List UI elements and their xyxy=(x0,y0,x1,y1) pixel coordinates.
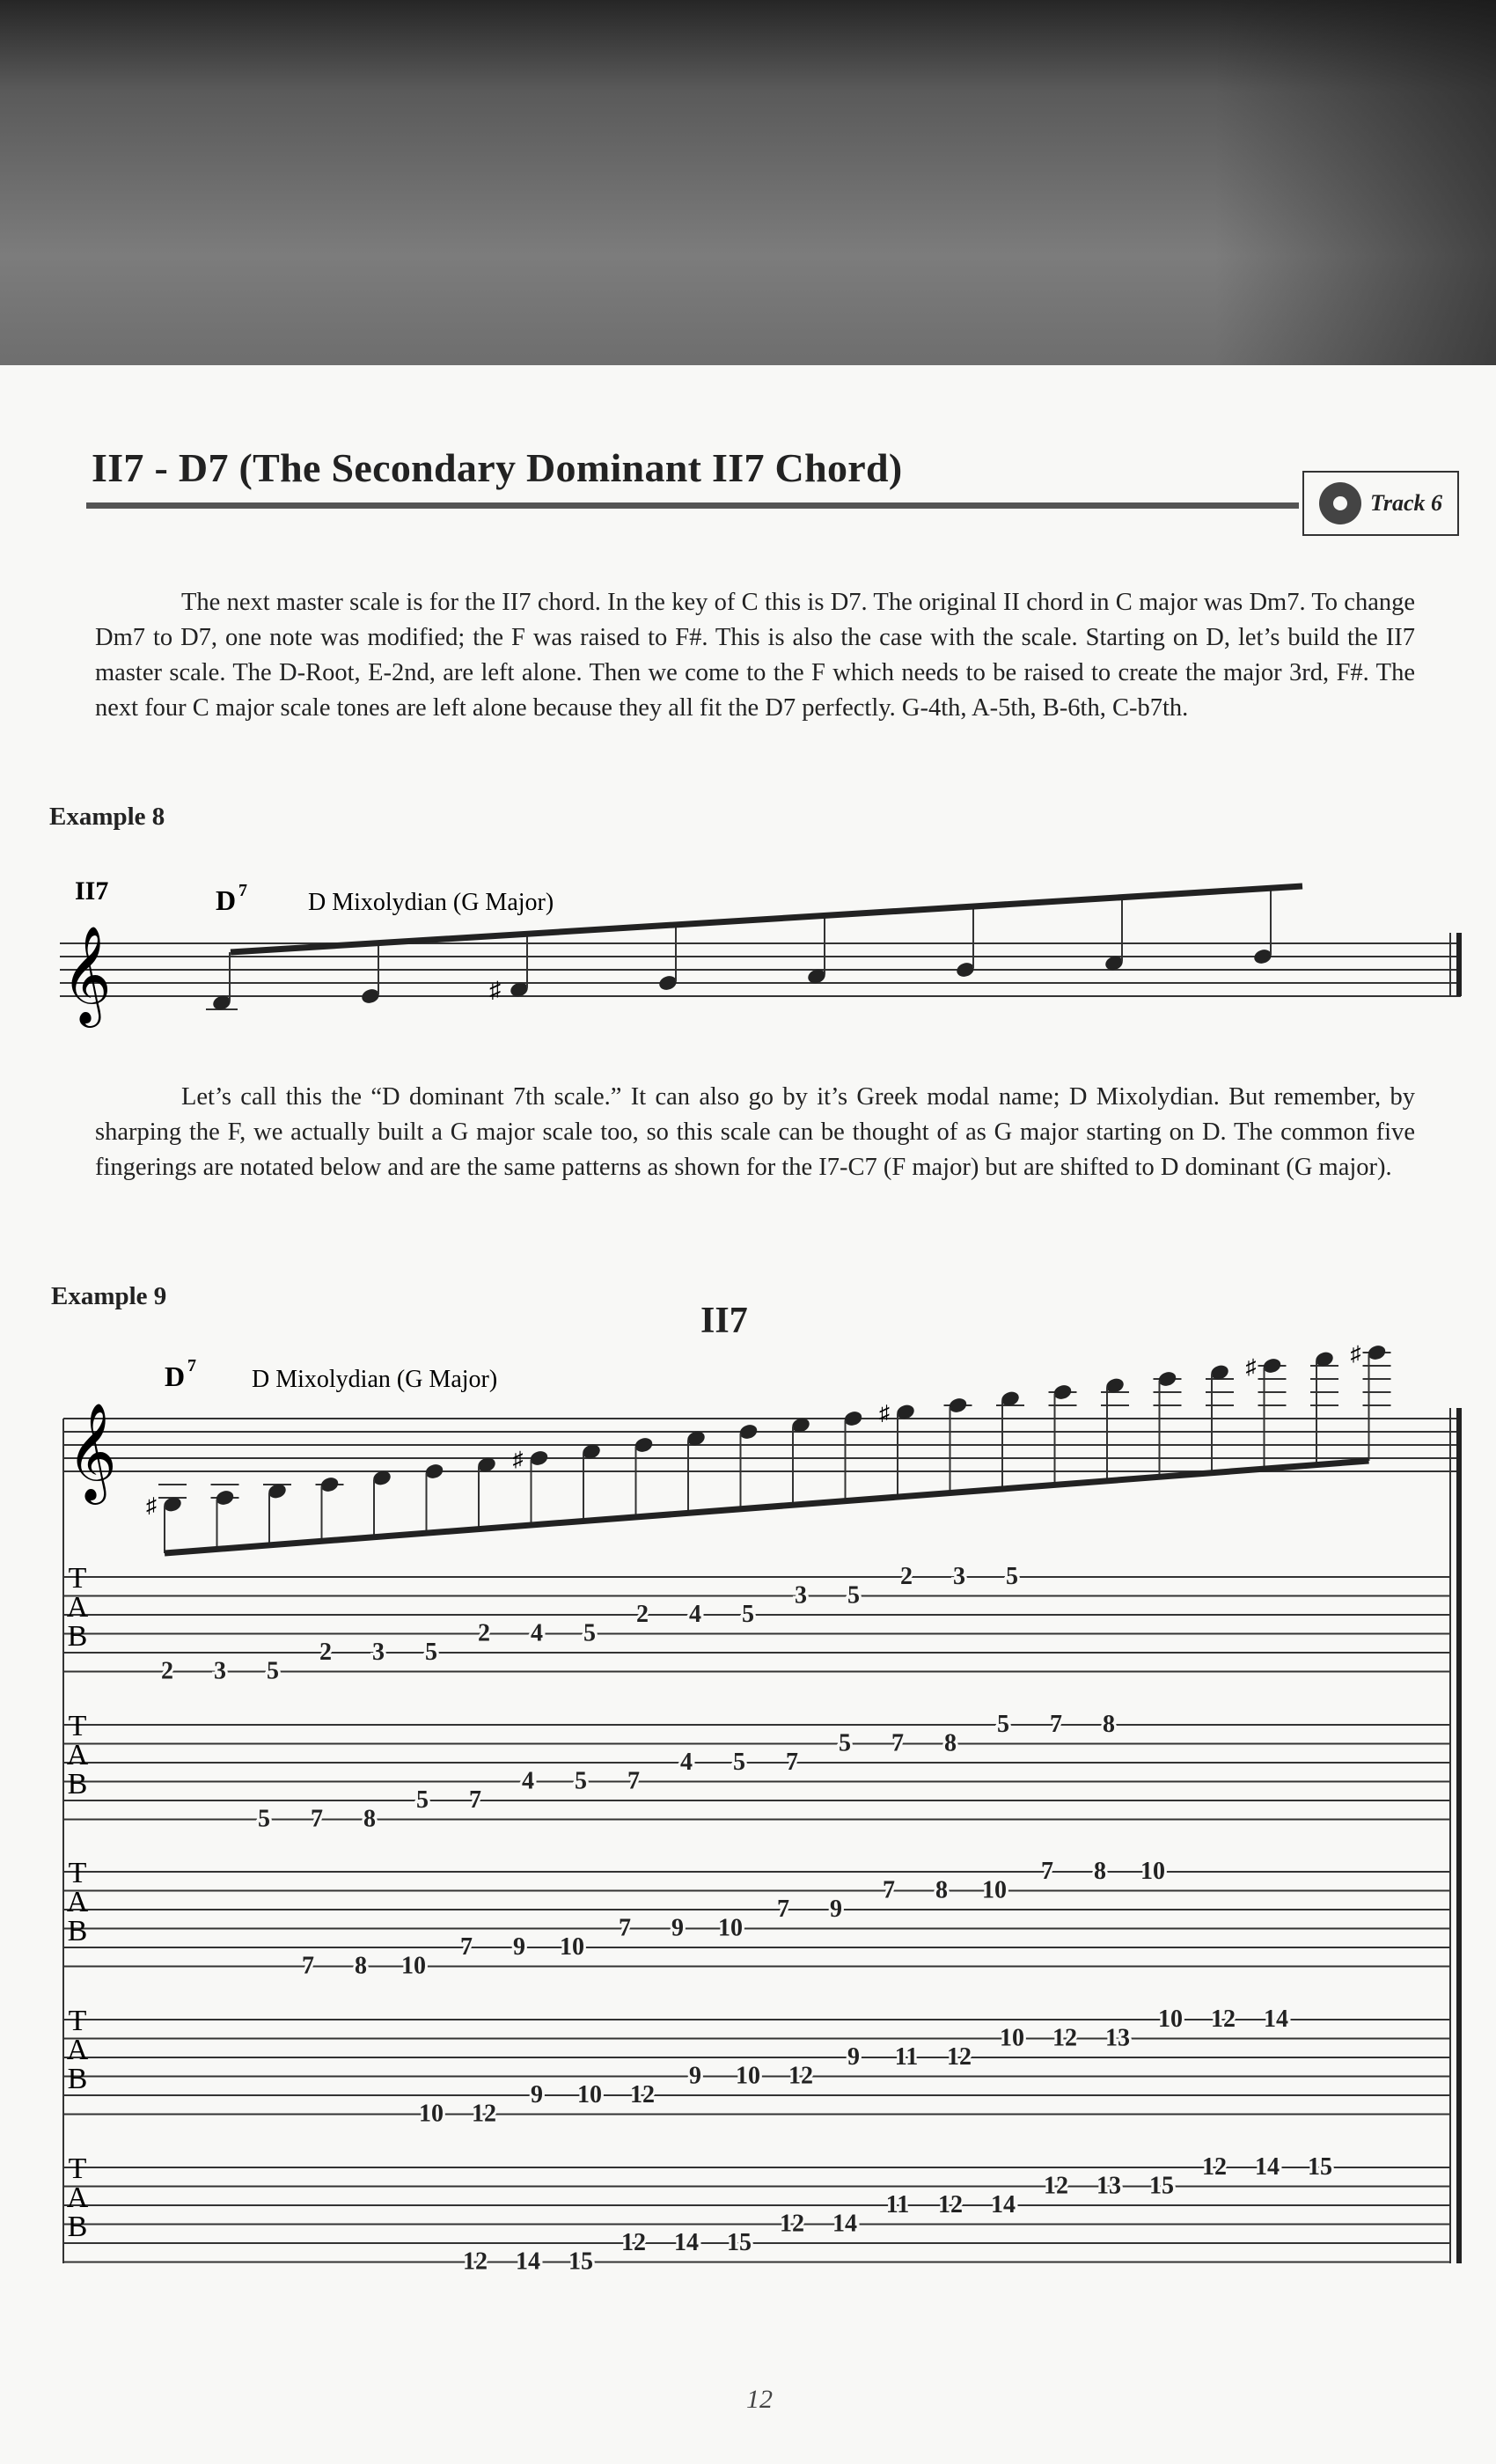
tab-fret-number: 14 xyxy=(1255,2153,1280,2181)
tab-fret-number: 7 xyxy=(1041,1858,1053,1885)
tab-letter: B xyxy=(67,1915,88,1947)
tab-fret-number: 8 xyxy=(363,1805,376,1833)
tab-fret-number: 7 xyxy=(619,1914,631,1942)
tab-fret-number: 9 xyxy=(513,1933,525,1961)
tab-fret-number: 10 xyxy=(401,1952,426,1980)
tab-fret-number: 9 xyxy=(531,2081,543,2108)
tab-fret-number: 5 xyxy=(575,1767,587,1795)
ex9-note xyxy=(1351,1343,1391,1461)
tab-fret-number: 10 xyxy=(982,1876,1007,1904)
tab-staff xyxy=(63,1857,1450,1980)
tab-fret-number: 2 xyxy=(478,1619,490,1647)
tab-fret-number: 8 xyxy=(935,1876,948,1904)
tab-fret-number: 8 xyxy=(1094,1858,1106,1885)
tab-letter: T xyxy=(68,1562,87,1595)
tab-fret-number: 12 xyxy=(947,2043,972,2071)
tab-fret-number: 14 xyxy=(832,2210,857,2238)
page-title: II7 - D7 (The Secondary Dominant II7 Chord) xyxy=(92,445,903,490)
tab-fret-number: 5 xyxy=(583,1619,596,1647)
tab-fret-number: 5 xyxy=(997,1711,1009,1738)
ex9-chord-sup: 7 xyxy=(187,1356,196,1375)
tab-fret-number: 8 xyxy=(355,1952,367,1980)
sharp-icon: ♯ xyxy=(489,977,501,1003)
tab-fret-number: 12 xyxy=(1211,2006,1236,2033)
tab-fret-number: 12 xyxy=(1044,2172,1068,2200)
tab-fret-number: 10 xyxy=(736,2062,760,2090)
tab-fret-number: 2 xyxy=(161,1657,173,1685)
tab-fret-number: 12 xyxy=(788,2062,813,2090)
ex9-note xyxy=(843,1410,864,1501)
ex8-note xyxy=(806,915,827,986)
tab-fret-number: 13 xyxy=(1105,2024,1130,2052)
example-9-label: Example 9 xyxy=(51,1282,167,1310)
ex9-note xyxy=(424,1463,445,1534)
sharp-icon: ♯ xyxy=(1350,1343,1361,1366)
example-9-system xyxy=(0,1338,1496,2288)
ex9-note xyxy=(513,1448,550,1525)
tab-letter: A xyxy=(66,2034,89,2066)
sharp-icon: ♯ xyxy=(879,1402,890,1426)
ex9-scale-name: D Mixolydian (G Major) xyxy=(252,1366,498,1393)
ex8-note xyxy=(1252,888,1273,965)
example-9-heading: II7 xyxy=(700,1301,748,1341)
ex9-note xyxy=(1246,1356,1287,1469)
tab-fret-number: 3 xyxy=(795,1581,807,1610)
ex8-chord-sup: 7 xyxy=(238,881,247,900)
paragraph-2 xyxy=(95,1080,1415,1185)
tab-fret-number: 8 xyxy=(1103,1711,1115,1738)
tab-fret-number: 5 xyxy=(1006,1563,1018,1590)
tab-fret-number: 5 xyxy=(839,1729,851,1757)
tab-fret-number: 5 xyxy=(425,1639,437,1666)
tab-staff xyxy=(63,1710,1450,1833)
tab-fret-number: 5 xyxy=(847,1581,860,1610)
sharp-icon: ♯ xyxy=(146,1494,157,1518)
ex9-note xyxy=(996,1390,1024,1489)
tab-letter: T xyxy=(68,2152,87,2185)
tab-fret-number: 9 xyxy=(847,2043,860,2071)
tab-fret-number: 5 xyxy=(258,1805,270,1833)
tab-fret-number: 3 xyxy=(214,1657,226,1685)
tab-fret-number: 7 xyxy=(311,1805,323,1833)
tab-fret-number: 15 xyxy=(727,2229,752,2256)
track-badge xyxy=(1302,471,1459,536)
tab-fret-number: 8 xyxy=(944,1729,957,1757)
scan-shadow xyxy=(0,0,1496,365)
tab-fret-number: 10 xyxy=(419,2100,444,2128)
tab-fret-number: 14 xyxy=(674,2229,699,2256)
ex9-note xyxy=(581,1442,602,1521)
tab-fret-number: 7 xyxy=(302,1952,314,1980)
tab-fret-number: 11 xyxy=(885,2191,910,2218)
tab-fret-number: 15 xyxy=(1149,2172,1174,2200)
tab-fret-number: 12 xyxy=(463,2248,488,2276)
tab-letter: A xyxy=(66,1886,89,1918)
tab-fret-number: 4 xyxy=(680,1749,693,1776)
tab-fret-number: 14 xyxy=(991,2191,1016,2218)
tab-fret-number: 10 xyxy=(560,1933,584,1961)
ex9-note xyxy=(371,1469,392,1537)
tab-fret-number: 12 xyxy=(1052,2024,1077,2052)
tab-fret-number: 3 xyxy=(953,1563,965,1590)
tab-staff xyxy=(63,2152,1450,2276)
example-8-label: Example 8 xyxy=(49,803,165,831)
tab-fret-number: 5 xyxy=(267,1657,279,1685)
ex9-chord: D xyxy=(165,1360,186,1392)
tab-fret-number: 7 xyxy=(891,1729,904,1757)
tab-fret-number: 12 xyxy=(780,2210,804,2238)
tab-fret-number: 10 xyxy=(1140,1858,1165,1885)
ex8-note xyxy=(657,925,678,993)
tab-fret-number: 7 xyxy=(469,1786,481,1814)
treble-clef-icon: 𝄞 xyxy=(62,928,112,1022)
tab-fret-number: 2 xyxy=(636,1601,649,1628)
tab-letter: T xyxy=(68,1710,87,1742)
tab-fret-number: 10 xyxy=(718,1914,743,1942)
tab-letter: B xyxy=(67,2063,88,2095)
tab-fret-number: 7 xyxy=(883,1876,895,1904)
tab-fret-number: 9 xyxy=(689,2062,701,2090)
ex9-note xyxy=(1154,1370,1182,1478)
tab-fret-number: 12 xyxy=(1202,2153,1227,2181)
ex9-note xyxy=(476,1456,497,1529)
tab-fret-number: 7 xyxy=(627,1767,640,1795)
tab-staff xyxy=(63,2005,1450,2128)
tab-fret-number: 12 xyxy=(630,2081,655,2108)
tab-letter: B xyxy=(67,1620,88,1653)
tab-fret-number: 2 xyxy=(319,1639,332,1666)
sharp-icon: ♯ xyxy=(1245,1356,1257,1379)
ex8-note xyxy=(1104,898,1125,972)
ex9-beam xyxy=(165,1461,1369,1553)
tab-fret-number: 7 xyxy=(460,1933,473,1961)
tab-fret-number: 7 xyxy=(777,1896,789,1923)
ex9-note xyxy=(211,1485,239,1549)
cd-icon xyxy=(1319,482,1361,524)
tab-fret-number: 9 xyxy=(830,1896,842,1923)
tab-fret-number: 15 xyxy=(568,2248,593,2276)
tab-letter: A xyxy=(66,1739,89,1771)
paragraph-2-text: Let’s call this the “D dominant 7th scale.” It can also go by it’s Greek modal name; D Mixolydian. But remember, by sharping the F, we actually built a G major scale too, so this scale can be thought of as G major starting on D. The common five fingerings are notated below and are the same patterns as shown for the I7-C7 (F major) but are shifted to D dominant (G major). xyxy=(95,1083,1415,1181)
tab-fret-number: 12 xyxy=(621,2229,646,2256)
sharp-icon: ♯ xyxy=(512,1448,524,1471)
paragraph-1-text: The next master scale is for the II7 chord. In the key of C this is D7. The original II chord in C major was Dm7. To change Dm7 to D7, one note was modified; the F was raised to F#. This is also the case with the scale. Starting on D, let’s build the II7 master scale. The D-Root, E-2nd, are left alone. Then we come to the F which needs to be raised to create the major 3rd, F#. The next four C major scale tones are left alone because they all fit the D7 perfectly. G-4th, A-5th, B-6th, C-b7th. xyxy=(95,589,1415,722)
tab-fret-number: 3 xyxy=(372,1639,385,1666)
ex8-note xyxy=(360,943,381,1006)
tab-staff xyxy=(63,1562,1450,1685)
ex9-note xyxy=(634,1436,655,1517)
tab-fret-number: 4 xyxy=(531,1619,543,1647)
tab-fret-number: 7 xyxy=(1050,1711,1062,1738)
ex9-note xyxy=(1101,1376,1129,1481)
example-8-staff xyxy=(0,871,1496,1030)
ex8-scale-name: D Mixolydian (G Major) xyxy=(308,889,554,916)
tab-fret-number: 9 xyxy=(671,1914,684,1942)
tab-fret-number: 11 xyxy=(894,2043,919,2071)
tab-fret-number: 4 xyxy=(522,1767,534,1795)
tab-letter: A xyxy=(66,1591,89,1624)
tab-fret-number: 10 xyxy=(1000,2024,1024,2052)
ex8-roman: II7 xyxy=(75,876,109,906)
ex9-note xyxy=(738,1423,759,1509)
tab-fret-number: 7 xyxy=(786,1749,798,1776)
tab-fret-number: 5 xyxy=(416,1786,429,1814)
ex9-note xyxy=(790,1416,811,1505)
tab-fret-number: 14 xyxy=(516,2248,540,2276)
ex9-note xyxy=(1310,1350,1338,1465)
title-rule xyxy=(86,502,1299,509)
ex9-staff-lines xyxy=(63,1419,1459,1471)
page-number: 12 xyxy=(746,2385,773,2414)
ex8-chord: D xyxy=(216,884,237,916)
ex9-note xyxy=(879,1403,916,1498)
tab-fret-number: 5 xyxy=(742,1601,754,1628)
tab-fret-number: 5 xyxy=(733,1749,745,1776)
tab-fret-number: 10 xyxy=(577,2081,602,2108)
tab-fret-number: 12 xyxy=(472,2100,496,2128)
tab-letter: B xyxy=(67,1768,88,1800)
ex9-note xyxy=(146,1485,187,1553)
ex9-note xyxy=(316,1476,344,1542)
treble-clef-icon-2: 𝄞 xyxy=(67,1404,117,1499)
tab-staves xyxy=(63,1562,1450,2276)
ex9-note xyxy=(263,1482,291,1545)
tab-fret-number: 12 xyxy=(938,2191,963,2218)
track-label: Track 6 xyxy=(1369,490,1443,516)
tab-fret-number: 2 xyxy=(900,1563,913,1590)
tab-fret-number: 10 xyxy=(1158,2006,1183,2033)
paragraph-1 xyxy=(95,585,1415,726)
tab-fret-number: 14 xyxy=(1264,2006,1288,2033)
tab-letter: T xyxy=(68,1857,87,1889)
ex9-note xyxy=(1049,1383,1077,1485)
tab-fret-number: 13 xyxy=(1096,2172,1121,2200)
tab-letter: T xyxy=(68,2005,87,2037)
tab-letter: B xyxy=(67,2211,88,2243)
tab-fret-number: 15 xyxy=(1308,2153,1332,2181)
tab-letter: A xyxy=(66,2182,89,2214)
tab-fret-number: 4 xyxy=(689,1601,701,1628)
